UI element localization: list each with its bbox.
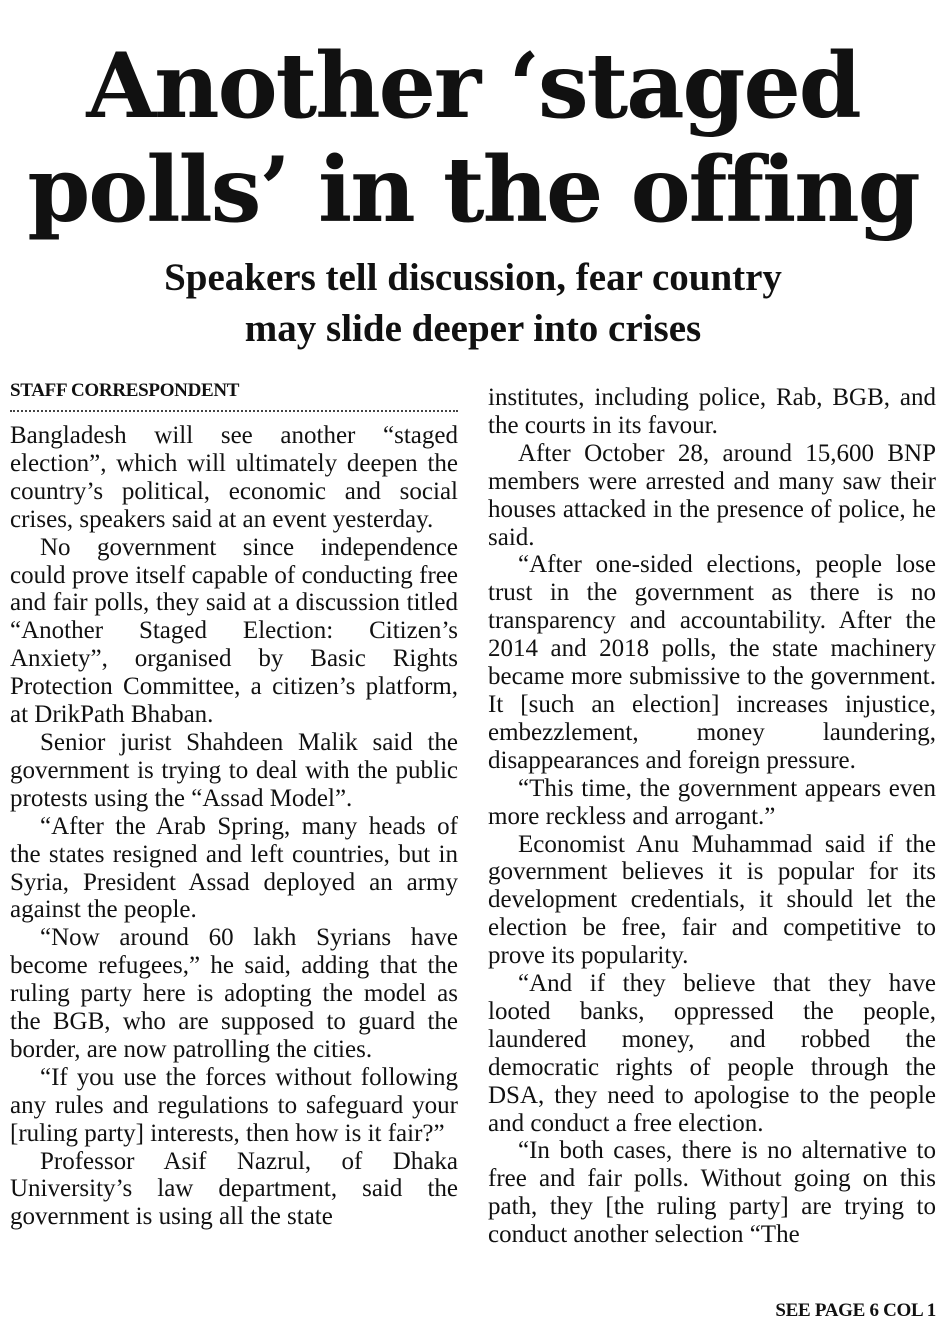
- paragraph: “In both cases, there is no alternative to free and fair polls. Without going on this path, they [the ruling party] are trying to conduct another selection “The: [488, 1137, 936, 1249]
- paragraph: “After the Arab Spring, many heads of the states resigned and left countries, but in Syria, President Assad deployed an army against the people.: [10, 812, 458, 924]
- left-column: [10, 378, 458, 1231]
- headline: [0, 34, 946, 242]
- paragraph: “This time, the government appears even more reckless and arrogant.”: [488, 774, 936, 830]
- subheadline-line-2: may slide deeper into crises: [244, 307, 702, 350]
- paragraph: institutes, including police, Rab, BGB, and the courts in its favour.: [488, 384, 936, 439]
- paragraph: After October 28, around 15,600 BNP members were arrested and many saw their houses attacked in the presence of police, he said.: [488, 439, 936, 551]
- paragraph: Bangladesh will see another “staged election”, which will ultimately deepen the country’s political, economic and social crises, speakers said at an event yesterday.: [10, 422, 458, 533]
- right-column: [488, 384, 936, 1249]
- paragraph: “Now around 60 lakh Syrians have become refugees,” he said, adding that the ruling party here is adopting the model as the BGB, who are supposed to guard the border, are now patrolling the cities.: [10, 924, 458, 1063]
- paragraph: Professor Asif Nazrul, of Dhaka University’s law department, said the government is using all the state: [10, 1147, 458, 1231]
- subheadline-line-1: Speakers tell discussion, fear country: [164, 256, 782, 299]
- subheadline: [0, 252, 946, 354]
- headline-line-1: Another ‘staged: [86, 33, 860, 139]
- paragraph: Senior jurist Shahdeen Malik said the government is trying to deal with the public protests using the “Assad Model”.: [10, 728, 458, 812]
- continued-on-page-note: SEE PAGE 6 COL 1: [775, 1300, 936, 1321]
- byline: STAFF CORRESPONDENT: [10, 378, 458, 412]
- paragraph: Economist Anu Muhammad said if the government believes it is popular for its development credentials, it should let the election be free, fair and competitive to prove its popularity.: [488, 830, 936, 970]
- headline-line-2: polls’ in the offing: [27, 137, 919, 243]
- paragraph: No government since independence could prove itself capable of conducting free and fair polls, they said at a discussion titled “Another Staged Election: Citizen’s Anxiety”, organised by Basic Rights Protection Committee, a citizen’s platform, at DrikPath Bhaban.: [10, 533, 458, 729]
- paragraph: “After one-sided elections, people lose trust in the government as there is no transparency and accountability. After the 2014 and 2018 polls, the state machinery became more submissive to the government. It [such an election] increases injustice, embezzlement, money laundering, disappearances and foreign pressure.: [488, 551, 936, 774]
- paragraph: “If you use the forces without following any rules and regulations to safeguard your [ruling party] interests, then how is it fair?”: [10, 1063, 458, 1147]
- paragraph: “And if they believe that they have looted banks, oppressed the people, laundered money, and robbed the democratic rights of people through the DSA, they need to apologise to the people and conduct a free election.: [488, 970, 936, 1137]
